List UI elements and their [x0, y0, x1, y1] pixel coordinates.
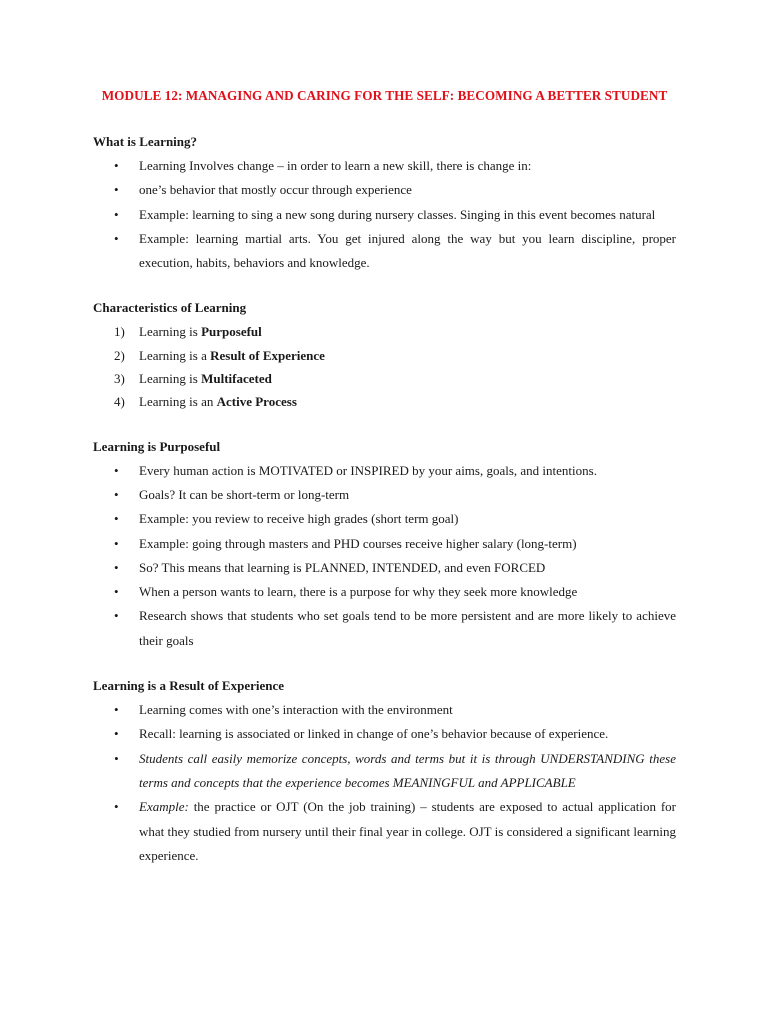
list-item: [93, 390, 676, 413]
list-item-italic: • Students call easily memorize concepts, words and terms but it is through UNDERSTANDING these terms and concepts that the experience becomes MEANINGFUL and APPLICABLE: [93, 747, 676, 796]
list-item: • Learning comes with one’s interaction with the environment: [93, 698, 676, 722]
list-item: • Learning Involves change – in order to learn a new skill, there is change in:: [93, 154, 676, 178]
list-item: • Every human action is MOTIVATED or INSPIRED by your aims, goals, and intentions.: [93, 459, 676, 483]
numbered-list: [93, 320, 676, 413]
bullet-list: [93, 459, 676, 653]
list-item: • So? This means that learning is PLANNED, INTENDED, and even FORCED: [93, 556, 676, 580]
list-item: [93, 367, 676, 390]
section-heading: Learning is Purposeful: [93, 438, 221, 454]
bullet-list: [93, 698, 676, 868]
list-item: • Example: you review to receive high grades (short term goal): [93, 507, 676, 531]
item-number: 1): [114, 324, 125, 340]
item-emphasis: Active Process: [216, 394, 297, 410]
section-learning-purposeful: [93, 435, 676, 653]
item-emphasis: Purposeful: [201, 324, 262, 340]
example-text: the practice or OJT (On the job training) – students are exposed to actual application for what they studied from nursery until their final year in college. OJT is considered a significant learning experience.: [139, 799, 676, 863]
list-item: • Recall: learning is associated or linked in change of one’s behavior because of experience.: [93, 722, 676, 746]
section-what-is-learning: [93, 130, 676, 275]
example-label: Example:: [139, 799, 189, 815]
item-emphasis: Result of Experience: [210, 347, 325, 363]
bullet-list: [93, 154, 676, 275]
section-heading: Learning is a Result of Experience: [93, 678, 285, 694]
list-item: • one’s behavior that mostly occur through experience: [93, 178, 676, 202]
item-text: Learning is: [139, 371, 202, 387]
item-number: 3): [114, 371, 125, 387]
list-item: [93, 795, 676, 868]
module-title: MODULE 12: MANAGING AND CARING FOR THE SELF: BECOMING A BETTER STUDENT: [101, 88, 668, 103]
list-item: [93, 344, 676, 367]
item-number: 4): [114, 394, 125, 410]
list-item: • When a person wants to learn, there is a purpose for why they seek more knowledge: [93, 580, 676, 604]
item-number: 2): [114, 347, 125, 363]
section-characteristics: [93, 296, 676, 413]
list-item: • Example: going through masters and PHD courses receive higher salary (long-term): [93, 532, 676, 556]
list-item: • Research shows that students who set goals tend to be more persistent and are more likely to achieve their goals: [93, 604, 676, 653]
item-text: Learning is a: [139, 347, 211, 363]
item-emphasis: Multifaceted: [201, 371, 272, 387]
list-item: [93, 320, 676, 343]
item-text: Learning is: [139, 324, 202, 340]
list-item: • Goals? It can be short-term or long-term: [93, 483, 676, 507]
section-heading: Characteristics of Learning: [93, 300, 247, 316]
list-item: • Example: learning martial arts. You get injured along the way but you learn discipline, proper execution, habits, behaviors and knowledge.: [93, 227, 676, 276]
section-learning-experience: [93, 674, 676, 868]
section-heading: What is Learning?: [93, 134, 198, 149]
item-text: Learning is an: [139, 394, 217, 410]
list-item: • Example: learning to sing a new song during nursery classes. Singing in this event becomes natural: [93, 203, 676, 227]
